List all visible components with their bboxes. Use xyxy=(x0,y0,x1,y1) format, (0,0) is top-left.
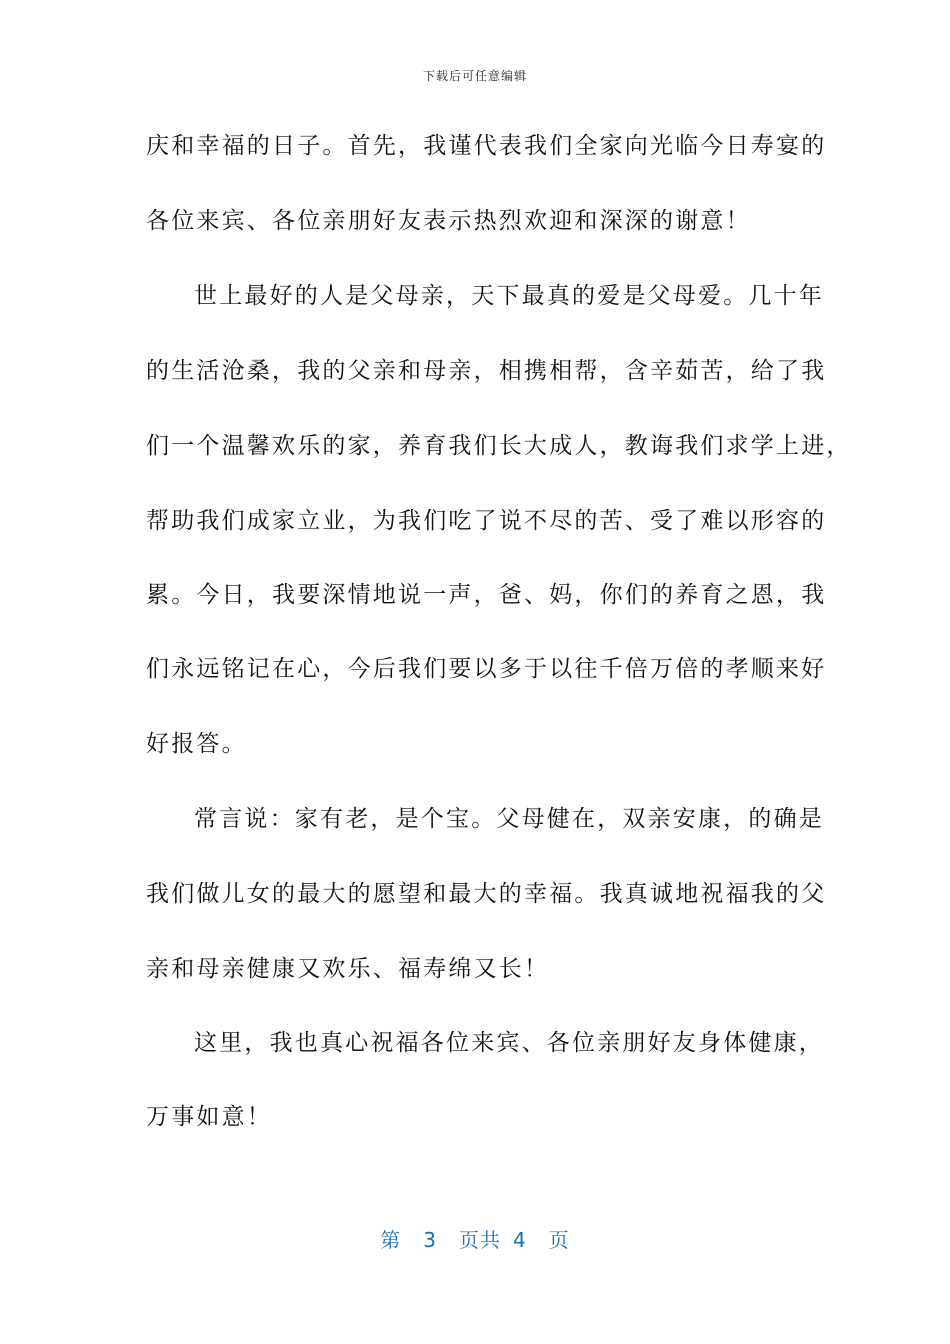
text-line: 各位来宾、各位亲朋好友表示热烈欢迎和深深的谢意！ xyxy=(146,208,751,234)
page-suffix: 页 xyxy=(548,1228,570,1252)
paragraph-start-line: 世上最好的人是父母亲，天下最真的爱是父母爱。几十年 xyxy=(194,283,824,309)
text-line: 帮助我们成家立业，为我们吃了说不尽的苦、受了难以形容的 xyxy=(146,508,827,534)
page-number-footer xyxy=(0,1224,950,1253)
text-line: 的生活沧桑，我的父亲和母亲，相携相帮，含辛茹苦，给了我 xyxy=(146,358,827,384)
text-line: 累。今日，我要深情地说一声，爸、妈，你们的养育之恩，我 xyxy=(146,582,827,608)
text-line: 我们做儿女的最大的愿望和最大的幸福。我真诚地祝福我的父 xyxy=(146,881,827,907)
page-middle: 页共 xyxy=(459,1228,501,1252)
page-prefix: 第 xyxy=(380,1228,402,1252)
text-line: 亲和母亲健康又欢乐、福寿绵又长！ xyxy=(146,956,550,982)
paragraph-start-line: 常言说：家有老，是个宝。父母健在，双亲安康，的确是 xyxy=(194,806,824,832)
text-line: 万事如意！ xyxy=(146,1104,272,1130)
text-line: 们永远铭记在心，今后我们要以多于以往千倍万倍的孝顺来好 xyxy=(146,656,827,682)
text-line: 们一个温馨欢乐的家，养育我们长大成人，教诲我们求学上进， xyxy=(146,433,852,459)
text-line: 好报答。 xyxy=(146,731,247,757)
page-current: 3 xyxy=(423,1228,437,1252)
paragraph-start-line: 这里，我也真心祝福各位来宾、各位亲朋好友身体健康， xyxy=(194,1030,824,1056)
page-total: 4 xyxy=(513,1228,527,1252)
header-note: 下载后可任意编辑 xyxy=(422,69,527,83)
text-line: 庆和幸福的日子。首先，我谨代表我们全家向光临今日寿宴的 xyxy=(146,133,827,159)
